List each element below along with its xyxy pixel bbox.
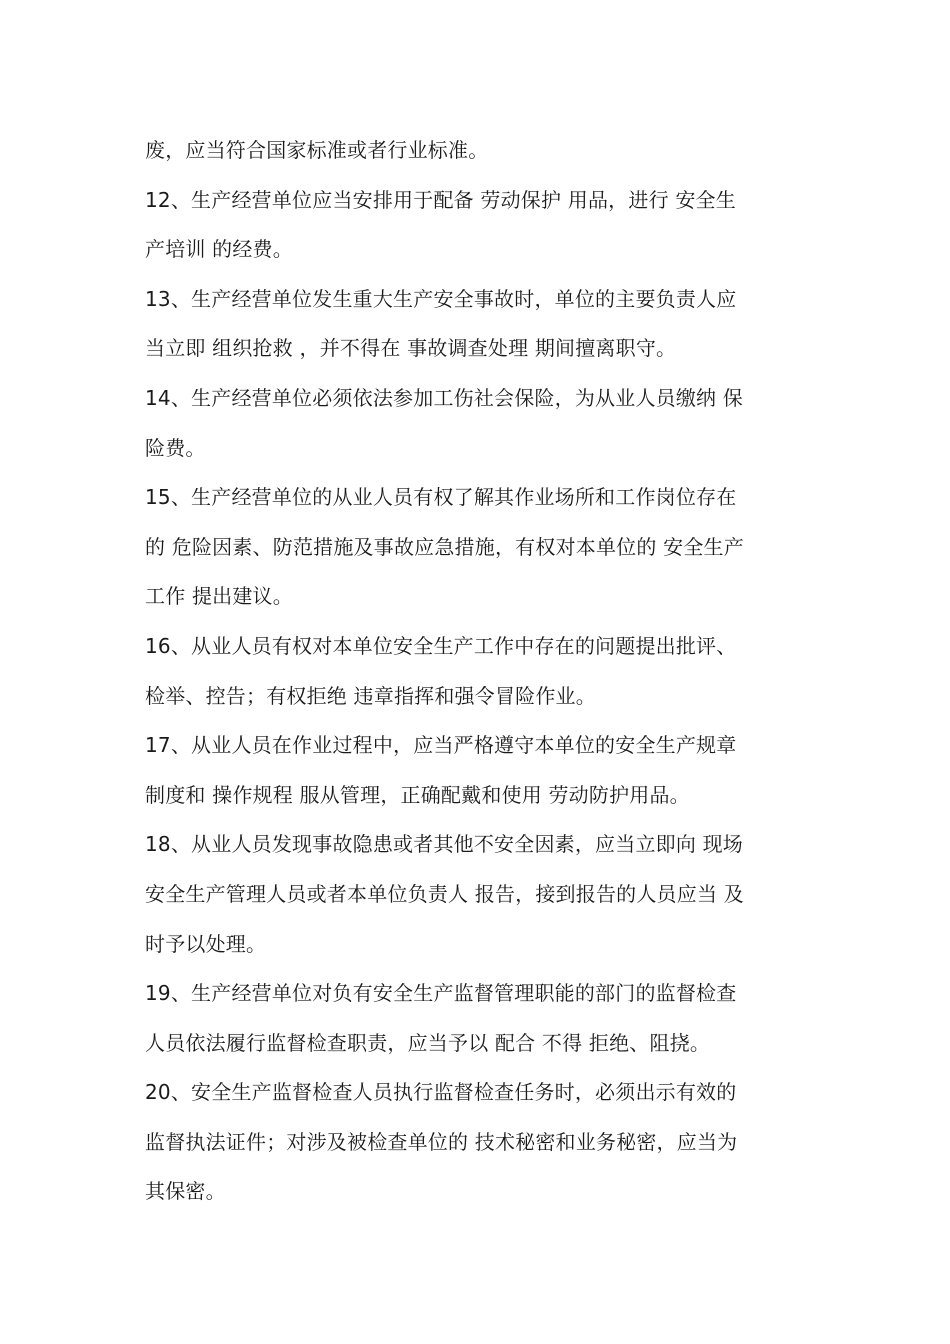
text-line: 13、生产经营单位发生重大生产安全事故时，单位的主要负责人应 bbox=[145, 286, 737, 311]
text-line: 14、生产经营单位必须依法参加工伤社会保险，为从业人员缴纳 保 bbox=[145, 385, 744, 410]
text-line: 17、从业人员在作业过程中，应当严格遵守本单位的安全生产规章 bbox=[145, 733, 737, 758]
document-body bbox=[145, 126, 810, 1217]
text-line: 监督执法证件；对涉及被检查单位的 技术秘密和业务秘密，应当为 bbox=[145, 1129, 738, 1154]
text-line: 当立即 组织抢救 ，并不得在 事故调查处理 期间擅离职守。 bbox=[145, 336, 677, 361]
text-line: 安全生产管理人员或者本单位负责人 报告，接到报告的人员应当 及 bbox=[145, 881, 744, 906]
text-line: 人员依法履行监督检查职责，应当予以 配合 不得 拒绝、阻挠。 bbox=[145, 1030, 711, 1055]
text-line: 废，应当符合国家标准或者行业标准。 bbox=[145, 138, 489, 162]
text-line: 18、从业人员发现事故隐患或者其他不安全因素，应当立即向 现场 bbox=[145, 832, 744, 857]
text-line: 15、生产经营单位的从业人员有权了解其作业场所和工作岗位存在 bbox=[145, 485, 737, 510]
text-line: 时予以处理。 bbox=[145, 931, 267, 956]
text-line: 工作 提出建议。 bbox=[145, 584, 293, 609]
text-line: 12、生产经营单位应当安排用于配备 劳动保护 用品，进行 安全生 bbox=[145, 187, 736, 212]
text-line: 制度和 操作规程 服从管理，正确配戴和使用 劳动防护用品。 bbox=[145, 782, 690, 807]
text-line: 的 危险因素、防范措施及事故应急措施，有权对本单位的 安全生产 bbox=[145, 534, 744, 559]
text-line: 产培训 的经费。 bbox=[145, 237, 293, 262]
text-line: 检举、控告；有权拒绝 违章指挥和强令冒险作业。 bbox=[145, 683, 596, 708]
text-line: 19、生产经营单位对负有安全生产监督管理职能的部门的监督检查 bbox=[145, 981, 737, 1006]
text-line: 16、从业人员有权对本单位安全生产工作中存在的问题提出批评、 bbox=[145, 633, 737, 658]
text-line: 险费。 bbox=[145, 435, 206, 460]
text-line: 其保密。 bbox=[145, 1179, 226, 1204]
text-line: 20、安全生产监督检查人员执行监督检查任务时，必须出示有效的 bbox=[145, 1080, 737, 1105]
